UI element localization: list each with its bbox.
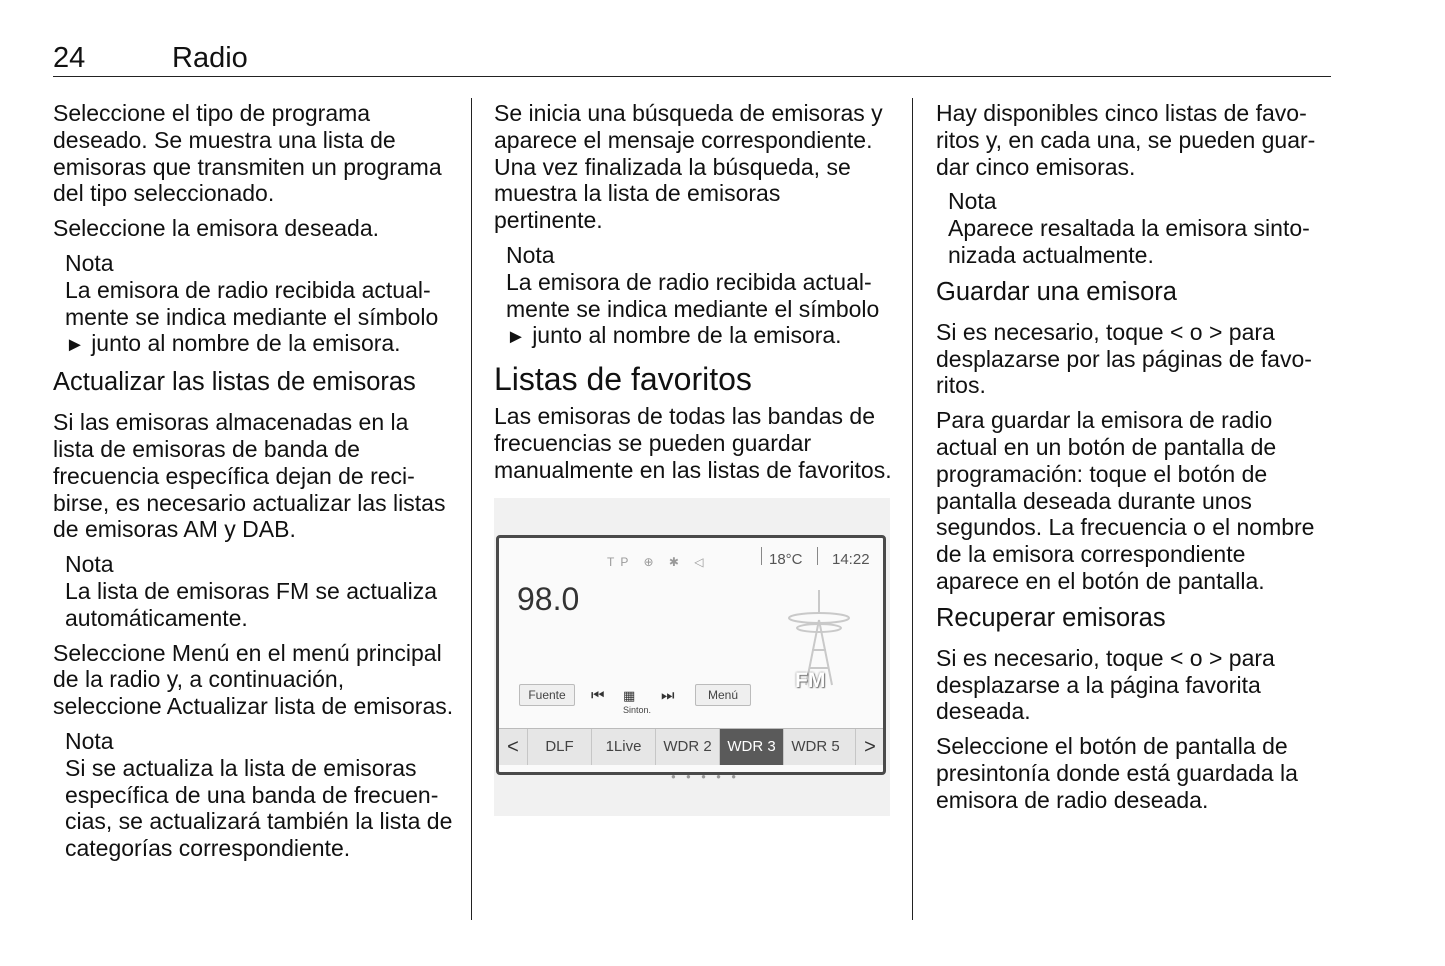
preset-button[interactable]: WDR 2 (655, 729, 719, 765)
column-divider (912, 98, 913, 920)
temperature-readout: 18°C (769, 550, 803, 568)
chevron-right-icon[interactable]: > (855, 729, 884, 765)
column-2 (494, 100, 894, 816)
paragraph: Las emisoras de todas las bandas de frecuencias se pueden guardar manualmente en las listas de favoritos. (494, 403, 892, 483)
paragraph: Seleccione la emisora deseada. (53, 215, 380, 242)
note-label: Nota (65, 551, 114, 578)
note-text: junto al nombre de la emisora. (91, 330, 401, 357)
note-text: La lista de emisoras FM se actualiza automáticamente. (65, 577, 437, 631)
status-separator (817, 547, 818, 565)
note-label: Nota (65, 249, 114, 276)
note-text: La emisora de radio recibida actualmente se indica mediante el símbolo (65, 276, 439, 330)
paragraph: Si es necesario, toque < o > para desplazarse a la página favorita deseada. (936, 644, 1275, 725)
preset-button[interactable]: WDR 5 (783, 729, 847, 765)
preset-button[interactable]: DLF (527, 729, 591, 765)
favourites-bar (499, 728, 883, 765)
paragraph: Para guardar la emisora de radio actual en un botón de pantalla de programación: toque el botón de pantalla deseada durante unos segundos. La frecuencia o el nombre de la emisora correspondiente aparece en el botón de pantalla. (936, 407, 1315, 594)
paragraph: Se inicia una búsqueda de emisoras y aparece el mensaje correspondiente. Una vez finalizada la búsqueda, se muestra la lista de emisoras pertinente. (494, 100, 883, 234)
note-label: Nota (65, 727, 114, 754)
status-separator (761, 547, 762, 565)
seek-back-icon[interactable]: ⏮ (591, 686, 605, 704)
preset-button[interactable]: 1Live (591, 729, 655, 765)
page-indicator: ● ● ● ● ● (671, 771, 741, 781)
menu-button[interactable]: Menú (695, 684, 751, 706)
note-label: Nota (506, 241, 555, 268)
note-box (65, 551, 455, 631)
note-text: Si se actualiza la lista de emisoras específica de una banda de frecuencias, se actualizará también la lista de categorías correspondiente. (65, 754, 453, 862)
clock-readout: 14:22 (832, 550, 870, 568)
note-box (65, 250, 455, 359)
note-text: junto al nombre de la emisora. (532, 322, 842, 349)
status-icons: TP ⊕ ✱ ◁ (607, 554, 710, 569)
paragraph: Seleccione Menú en el menú principal de la radio y, a continuación, seleccione Actualizar lista de emisoras. (53, 639, 454, 720)
note-box (65, 728, 455, 862)
section-heading: Recuperar emisoras (936, 603, 1166, 632)
play-symbol-icon: ► (506, 326, 526, 349)
column-1 (53, 100, 455, 870)
section-heading: Guardar una emisora (936, 277, 1177, 306)
infotainment-screen (496, 535, 886, 781)
note-text: La emisora de radio recibida actualmente se indica mediante el símbolo (506, 268, 880, 322)
paragraph: Si es necesario, toque < o > para desplazarse por las páginas de favoritos. (936, 318, 1312, 399)
play-symbol-icon: ► (65, 334, 85, 357)
note-text: Aparece resaltada la emisora sintonizada actualmente. (948, 215, 1310, 268)
paragraph: Hay disponibles cinco listas de favoritos y, en cada una, se pueden guardar cinco emisoras. (936, 100, 1316, 180)
paragraph: Si las emisoras almacenadas en la lista de emisoras de banda de frecuencia específica dejan de recibirse, es necesario actualizar las listas de emisoras AM y DAB. (53, 409, 446, 543)
paragraph: Seleccione el botón de pantalla de presintonía donde está guardada la emisora de radio deseada. (936, 733, 1298, 813)
paragraph: Seleccione el tipo de programa deseado. Se muestra una lista de emisoras que transmiten un programa del tipo seleccionado. (53, 100, 442, 207)
seek-forward-icon[interactable]: ⏭ (661, 686, 675, 704)
section-heading: Actualizar las listas de emisoras (53, 368, 416, 397)
column-divider (471, 98, 472, 920)
frequency-display: 98.0 (517, 580, 580, 617)
chevron-left-icon[interactable]: < (507, 735, 519, 758)
preset-button-selected[interactable]: WDR 3 (719, 729, 783, 765)
page-number: 24 (53, 42, 86, 74)
note-box (506, 242, 894, 351)
manual-tuning-label: Sinton. (623, 704, 652, 715)
radio-screen-figure (494, 498, 890, 816)
page-title: Radio (172, 42, 248, 74)
band-badge: FM (795, 668, 826, 692)
column-3 (936, 100, 1334, 822)
page-header (53, 40, 1331, 77)
source-button[interactable]: Fuente (519, 684, 575, 706)
manual-tuning-icon[interactable]: ▦ (623, 687, 636, 703)
note-box (948, 188, 1334, 268)
note-label: Nota (948, 188, 997, 215)
section-heading: Listas de favoritos (494, 361, 752, 398)
